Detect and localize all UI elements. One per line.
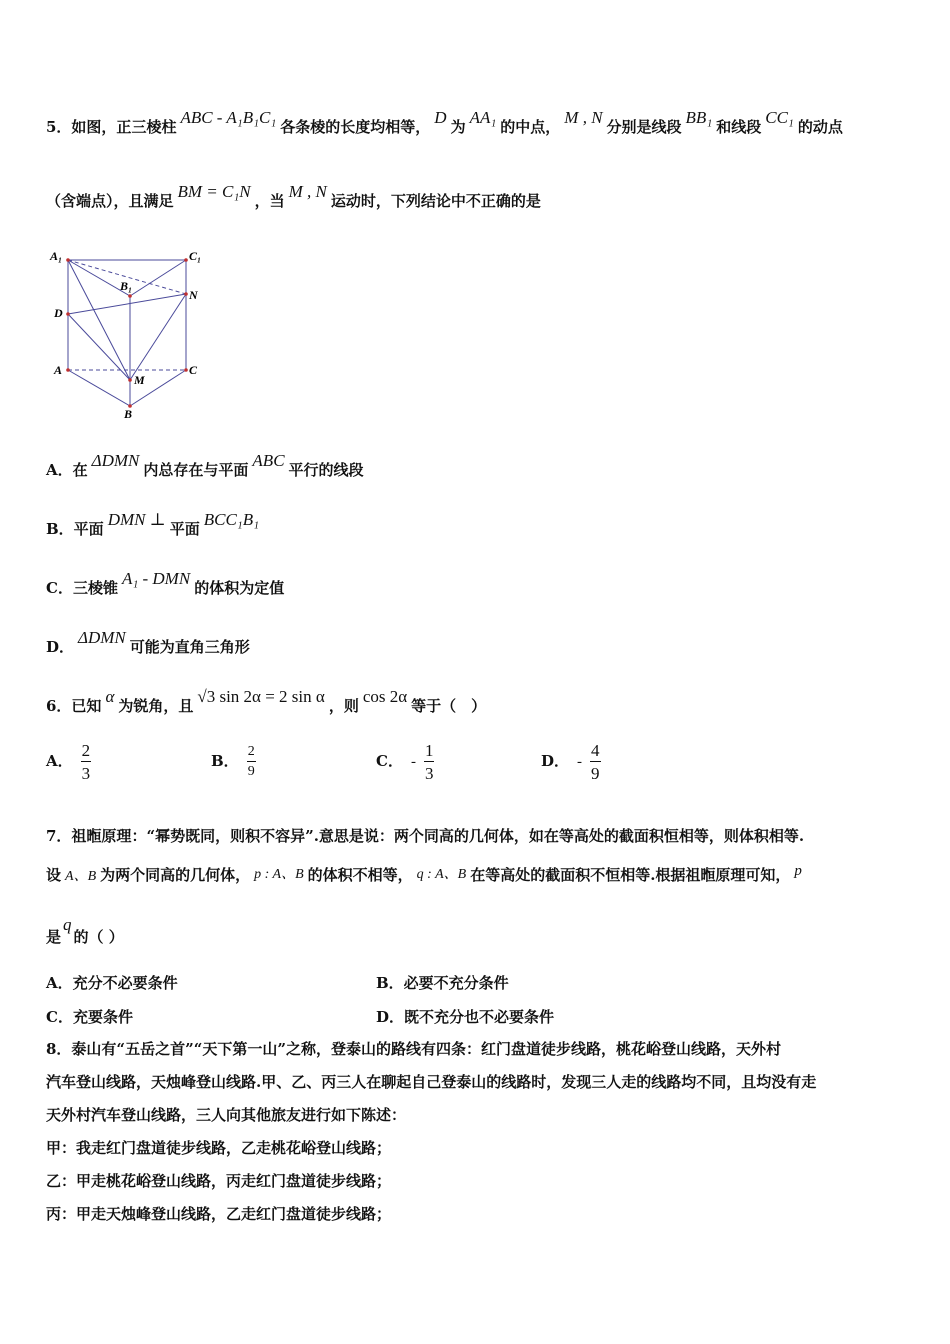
fraction [81, 742, 92, 782]
q5-text: 各条棱的长度均相等， [280, 118, 431, 136]
label-c1: C₁ [189, 249, 202, 263]
option-label: C．三棱锥 [46, 579, 118, 597]
option-math: A₁ - DMN [121, 569, 191, 588]
label-d: D [54, 306, 63, 320]
fraction [247, 745, 256, 779]
q5-math-aa1: AA₁ [469, 108, 497, 127]
q5-text: 为 [450, 118, 466, 136]
numerator: 4 [591, 741, 600, 760]
q5-option-d[interactable] [46, 628, 250, 657]
option-math: ΔDMN [78, 628, 126, 647]
q7-text: 是 [46, 928, 62, 946]
point-c1 [184, 258, 188, 262]
q7-option-b[interactable]: B．必要不充分条件 [376, 974, 509, 992]
q7-text: 设 [46, 866, 62, 884]
q7-line3 [46, 915, 124, 947]
option-label: D． [46, 638, 75, 656]
q5-math-cc1: CC₁ [765, 108, 794, 127]
q6-text: 为锐角，且 [118, 697, 194, 715]
q7-text: 在等高处的截面积不恒相等.根据祖暅原理可知， [470, 866, 791, 884]
option-text: 的体积为定值 [194, 579, 285, 597]
q8-statement-bing: 丙：甲走天烛峰登山线路，乙走红门盘道徒步线路； [46, 1205, 392, 1223]
q5-text: 和线段 [716, 118, 762, 136]
q6-option-a[interactable] [46, 742, 91, 782]
q5-text: （含端点），且满足 [46, 192, 174, 210]
point-a1 [66, 258, 70, 262]
label-m: M [134, 373, 145, 387]
point-b1 [128, 294, 132, 298]
point-d [66, 312, 70, 316]
q7-math-q: q [63, 915, 72, 934]
option-label: A． [46, 752, 73, 770]
option-label: D． [541, 752, 570, 770]
q6-option-b[interactable] [211, 745, 256, 779]
q6-math-cos: cos 2α [362, 687, 408, 706]
option-label: A．在 [46, 461, 88, 479]
q7-text: 的体积不相等， [307, 866, 413, 884]
q6-text: 等于（ ） [411, 697, 487, 715]
q5-math-prism: ABC - A₁B₁C₁ [180, 108, 277, 127]
numerator: 1 [424, 741, 434, 760]
q7-text: 为两个同高的几何体， [100, 866, 251, 884]
q8-line: 汽车登山线路，天烛峰登山线路.甲、乙、丙三人在聊起自己登泰山的线路时，发现三人走的线路均不同，且均没有走 [46, 1073, 817, 1091]
option-text: 内总存在与平面 [143, 461, 249, 479]
q7-text: 7．祖暅原理：“幂势既同，则积不容异”.意思是说：两个同高的几何体，如在等高处的截面积恒相等，则体积相等. [46, 827, 805, 845]
option-label: B．平面 [46, 520, 104, 538]
q6-option-d[interactable] [541, 742, 601, 782]
label-n: N [189, 288, 198, 302]
q8-block [46, 1033, 906, 1231]
q5-math-d: D [434, 108, 447, 127]
q7-line1 [46, 825, 804, 846]
q5-text: 的中点， [500, 118, 561, 136]
fraction [590, 742, 601, 782]
q5-math-mn: M , N [288, 182, 327, 201]
q5-math-mn: M , N [564, 108, 603, 127]
q8-line: 8．泰山有“五岳之首”“天下第一山”之称，登泰山的路线有四条：红门盘道徒步线路，桃花峪登山线路，天外村 [46, 1040, 781, 1058]
q5-text: 运动时，下列结论中不正确的是 [330, 192, 541, 210]
q8-line: 天外村汽车登山线路，三人向其他旅友进行如下陈述： [46, 1106, 407, 1124]
denominator: 9 [591, 764, 600, 783]
q5-option-b[interactable] [46, 510, 263, 539]
q7-option-d[interactable]: D．既不充分也不必要条件 [376, 1008, 555, 1026]
q7-option-c[interactable]: C．充要条件 [46, 1008, 133, 1026]
label-a: A [54, 363, 63, 377]
label-b1: B₁ [120, 279, 133, 293]
q7-math-q: q : A、B [416, 867, 467, 882]
q5-math-bb1: BB₁ [685, 108, 713, 127]
q8-statement-yi: 乙：甲走桃花峪登山线路，丙走红门盘道徒步线路； [46, 1172, 392, 1190]
denominator: 3 [81, 764, 91, 783]
numerator: 2 [247, 745, 256, 762]
minus-sign: - [410, 754, 416, 770]
q7-math-p: p : A、B [254, 867, 304, 882]
q5-text: 5．如图，正三棱柱 [46, 118, 177, 136]
q7-option-a[interactable]: A．充分不必要条件 [46, 974, 178, 992]
point-c [184, 368, 188, 372]
option-math: DMN ⊥ [107, 510, 166, 529]
q6-math-equation: √3 sin 2α = 2 sin α [197, 687, 325, 706]
denominator: 3 [424, 764, 434, 783]
q5-text: 的动点 [797, 118, 843, 136]
option-text: 平面 [169, 520, 200, 538]
prism-figure [40, 244, 215, 424]
q5-option-c[interactable] [46, 569, 285, 598]
option-label: B． [211, 752, 239, 770]
q7-line2 [46, 864, 806, 885]
q6-stem [46, 687, 487, 716]
q7-math-p: p [794, 863, 802, 879]
fraction [424, 742, 435, 782]
q6-option-c[interactable] [376, 742, 434, 782]
option-math: ΔDMN [91, 451, 140, 470]
q5-text: ，当 [254, 192, 285, 210]
option-label: C． [376, 752, 403, 770]
q6-text: 6．已知 [46, 697, 102, 715]
q5-option-a[interactable] [46, 451, 364, 480]
label-b: B [124, 407, 133, 421]
point-n [184, 292, 188, 296]
label-c: C [189, 363, 198, 377]
q7-text: 的（ ） [73, 928, 124, 946]
q5-line1 [46, 108, 843, 137]
q7-math: A、B [65, 869, 97, 884]
q5-math-condition: BM = C₁N [177, 182, 251, 201]
option-text: 可能为直角三角形 [129, 638, 250, 656]
q8-statement-jia: 甲：我走红门盘道徒步线路，乙走桃花峪登山线路； [46, 1139, 392, 1157]
point-m [128, 378, 132, 382]
q6-math-alpha: α [105, 687, 115, 706]
option-math: BCC₁B₁ [203, 510, 259, 529]
numerator: 2 [81, 741, 91, 760]
point-a [66, 368, 70, 372]
denominator: 9 [247, 764, 255, 779]
q5-line2 [46, 182, 541, 211]
option-math: ABC [252, 451, 285, 470]
q5-text: 分别是线段 [606, 118, 682, 136]
minus-sign: - [577, 754, 583, 770]
label-a1: A₁ [50, 249, 63, 263]
q6-text: ，则 [328, 697, 359, 715]
option-text: 平行的线段 [288, 461, 364, 479]
